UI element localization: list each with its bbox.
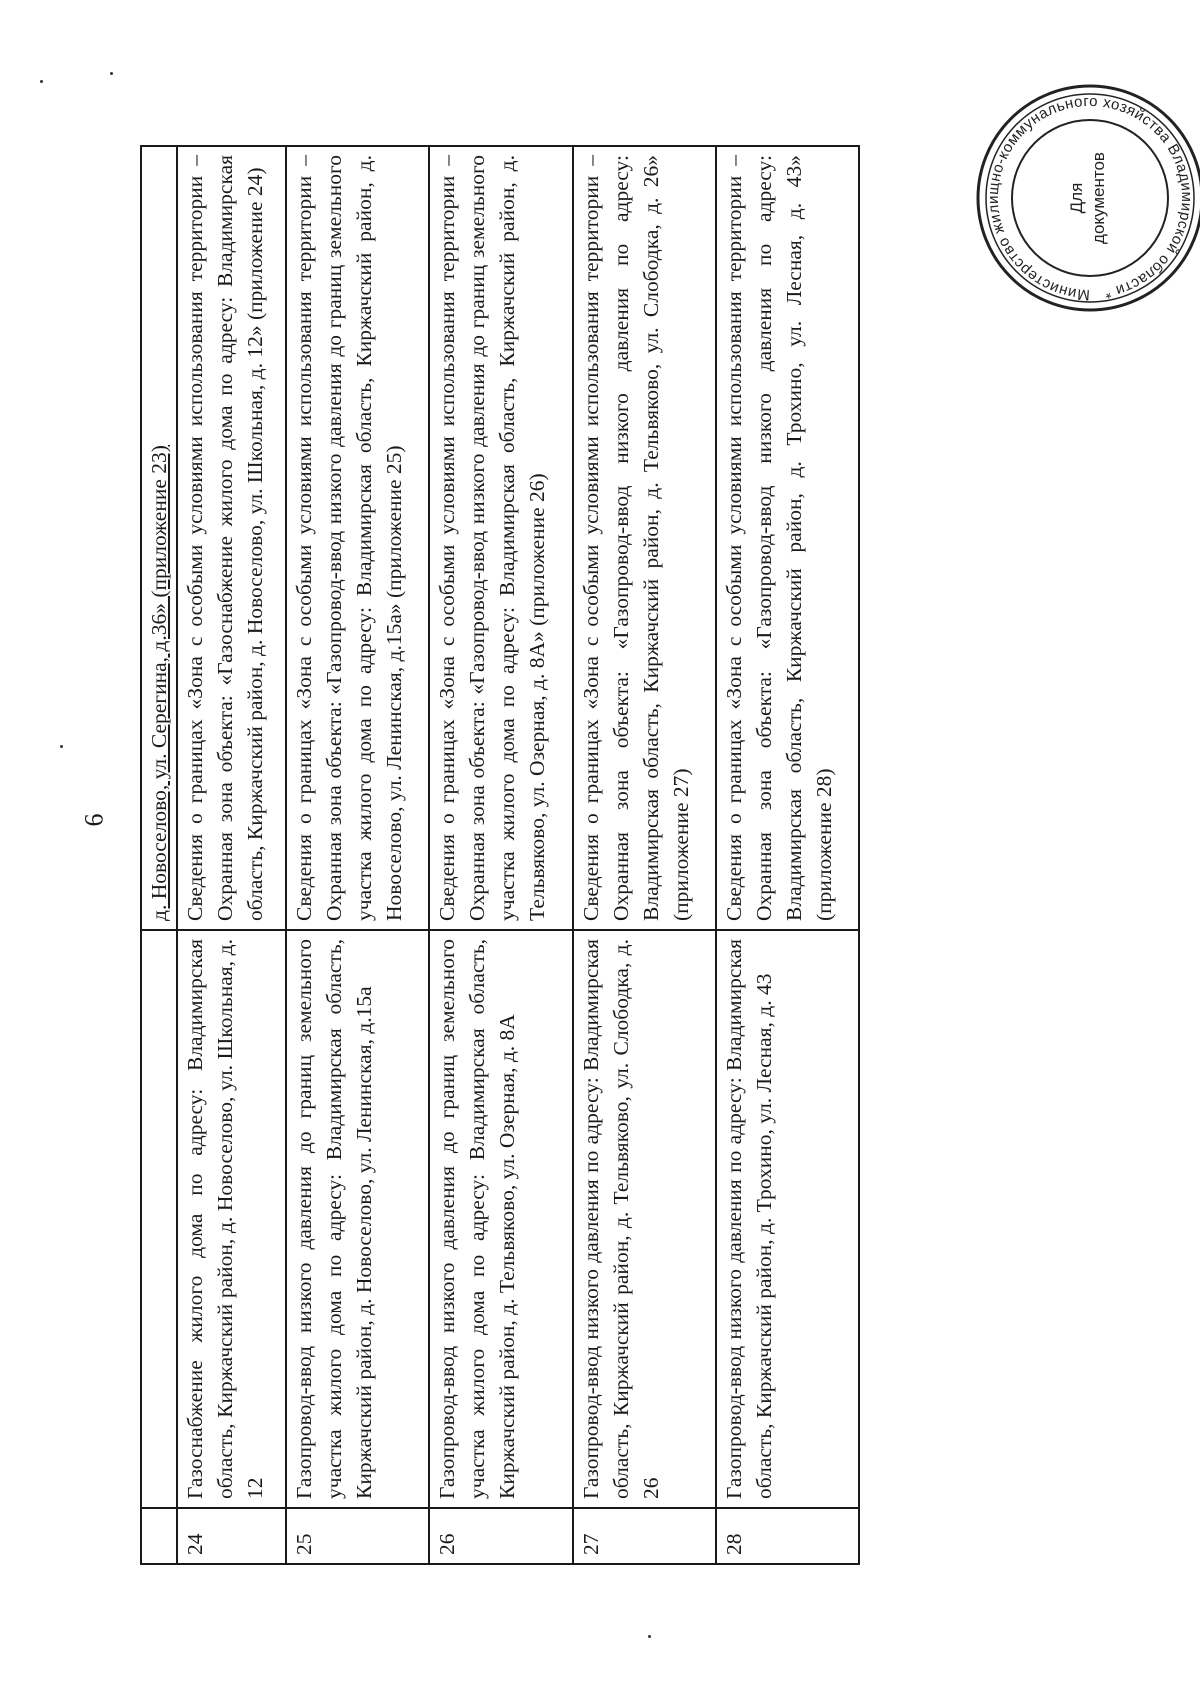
table-row [716,146,859,1564]
stamp-center-line1: Для [1067,182,1086,214]
scan-speck [110,72,113,75]
row-number: 28 [716,1508,859,1564]
table-row-carry-over [141,146,177,1564]
object-description: Газопровод-ввод низкого давления по адресу: Владимирская область, Киржачский район, д. Тельвяково, ул. Слободка, д. 26 [573,930,716,1508]
table-row [573,146,716,1564]
table-row [286,146,429,1564]
row-number: 25 [286,1508,429,1564]
table-cell-number-empty [141,1508,177,1564]
row-number: 27 [573,1508,716,1564]
official-stamp [970,78,1200,318]
zone-description: Сведения о границах «Зона с особыми условиями использования территории – Охранная зона объекта: «Газопровод-ввод низкого давления по адресу: Владимирская область, Киржачский район, д. Трохино, ул. Лесная, д. 43» (приложение 28) [716,146,859,930]
carry-over-text: д. Новоселово, ул. Серегина, д.36» (приложение 23) [147,445,171,921]
scan-speck [40,80,43,83]
zone-description: Сведения о границах «Зона с особыми условиями использования территории – Охранная зона объекта: «Газопровод-ввод низкого давления до границ земельного участка жилого дома по адресу: Владимирская область, Киржачский район, д. Новоселово, ул. Ленинская, д.15а» (приложение 25) [286,146,429,930]
row-number: 24 [177,1508,286,1564]
gas-zones-table [140,145,860,1565]
zone-description: Сведения о границах «Зона с особыми условиями использования территории – Охранная зона объекта: «Газопровод-ввод низкого давления по адресу: Владимирская область, Киржачский район, д. Тельвяково, ул. Слободка, д. 26» (приложение 27) [573,146,716,930]
table-row [177,146,286,1564]
table-row [429,146,572,1564]
object-description: Газоснабжение жилого дома по адресу: Владимирская область, Киржачский район, д. Новоселово, ул. Школьная, д. 12 [177,930,286,1508]
object-description: Газопровод-ввод низкого давления до границ земельного участка жилого дома по адресу: Владимирская область, Киржачский район, д. Новоселово, ул. Ленинская, д.15а [286,930,429,1508]
zone-description: Сведения о границах «Зона с особыми условиями использования территории – Охранная зона объекта: «Газопровод-ввод низкого давления до границ земельного участка жилого дома по адресу: Владимирская область, Киржачский район, д. Тельвяково, ул. Озерная, д. 8А» (приложение 26) [429,146,572,930]
table-cell-carry-over [141,146,177,930]
object-description: Газопровод-ввод низкого давления до границ земельного участка жилого дома по адресу: Владимирская область, Киржачский район, д. Тельвяково, ул. Озерная, д. 8А [429,930,572,1508]
stamp-ring-text: Министерство жилищно-коммунального хозяйства Владимирской области * [984,92,1196,304]
zone-description: Сведения о границах «Зона с особыми условиями использования территории – Охранная зона объекта: «Газоснабжение жилого дома по адресу: Владимирская область, Киржачский район, д. Новоселово, ул. Школьная, д. 12» (приложение 24) [177,146,286,930]
stamp-seal-icon [970,78,1200,318]
rotated-table-sheet [140,145,860,1565]
scan-speck [648,1635,651,1638]
table-cell-object-empty [141,930,177,1508]
scan-speck [60,745,63,748]
object-description: Газопровод-ввод низкого давления по адресу: Владимирская область, Киржачский район, д. Трохино, ул. Лесная, д. 43 [716,930,859,1508]
page-number: 6 [79,813,109,827]
row-number: 26 [429,1508,572,1564]
stamp-center-line2: документов [1089,152,1108,244]
